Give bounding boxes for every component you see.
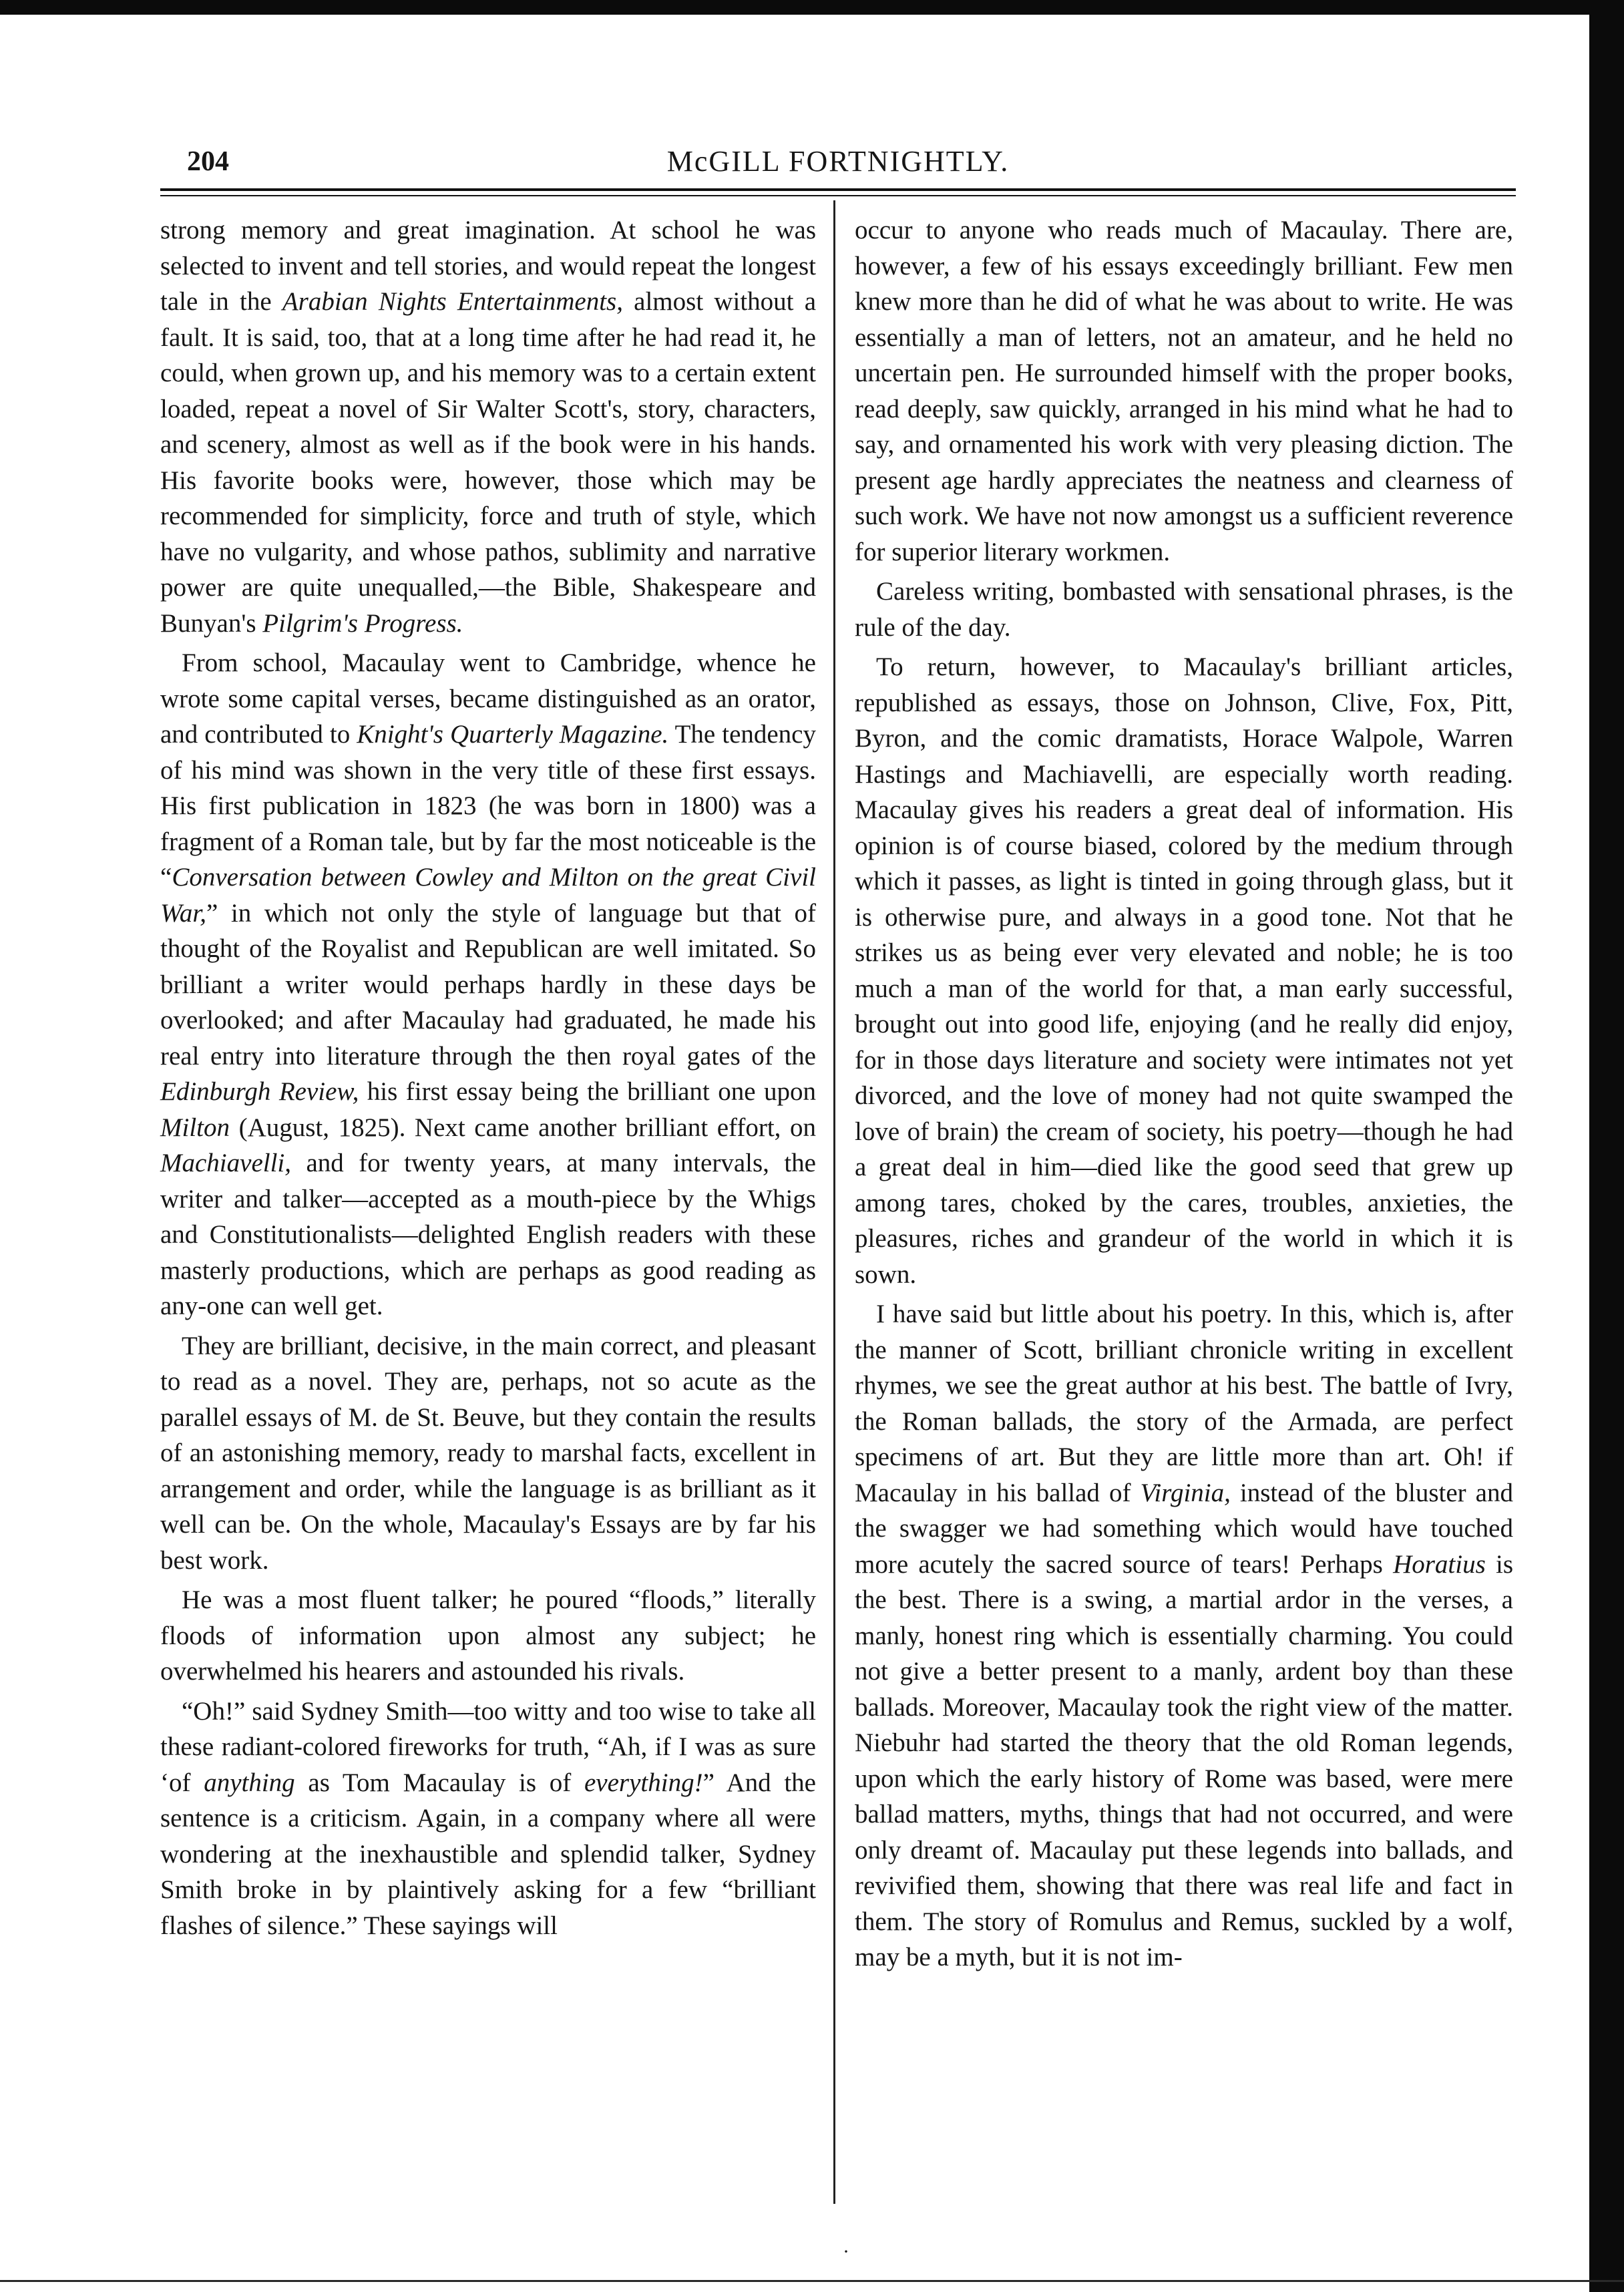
text-run: “Oh!” said Sydney Smith—too witty and too wise to take all these radiant-colored fireworks for truth, “Ah, if I was as sure ‘of: [160, 1696, 816, 1797]
text-run: is the best. There is a swing, a martial ardor in the verses, a manly, honest ring which is essentially charming. You could not give a better present to a manly, ardent boy than these ballads. Moreover, Macaulay took the right view of the matter. Niebuhr had started the theory that the old Roman legends, upon which the early history of Rome was based, were mere ballad matters, myths, things that had not occurred, and were only dreamt of. Macaulay put these legends into ballads, and revivified them, showing that there was real life and fact in them. The story of Romulus and Remus, suckled by a wolf, may be a myth, but it is not im-: [855, 1549, 1514, 1971]
text-run: and for twenty years, at many intervals, the writer and talker—accepted as a mouth-piece by the Whigs and Constitutionalists—delighted English readers with these masterly productions, which are perhaps as good reading as any-one can well get.: [160, 1149, 816, 1320]
italic-title: anything: [204, 1768, 295, 1797]
scan-right-border: [1589, 0, 1624, 2292]
text-run: instead of the bluster and the swagger we had something which would have touched more acutely the sacred source of tears! Perhaps: [855, 1478, 1513, 1579]
footer-mark: ·: [843, 2241, 849, 2263]
header-rule-thin: [160, 195, 1516, 196]
text-run: ” in which not only the style of language but that of thought of the Royalist and Republican are well imitated. So brilliant a writer would perhaps hardly in these days be overlooked; and after Macaulay had graduated, he made his real entry into literature through the then royal gates of the: [160, 898, 816, 1071]
italic-title: Machiavelli,: [160, 1149, 292, 1177]
scan-top-border: [0, 0, 1624, 15]
text-run: (August, 1825). Next came another brilliant effort, on: [230, 1113, 816, 1142]
header-rule-thick: [160, 188, 1516, 191]
column-divider: [833, 200, 835, 2204]
left-column: [160, 212, 816, 1947]
italic-title: Horatius: [1393, 1549, 1486, 1579]
journal-title: McGILL FORTNIGHTLY.: [666, 145, 1010, 178]
text-run: as Tom Macaulay is of: [294, 1768, 584, 1797]
text-run: They are brilliant, decisive, in the main correct, and pleasant to read as a novel. They are, perhaps, not so acute as the parallel essays of M. de St. Beuve, but they contain the results of an astonishing memory, ready to marshal facts, excellent in arrangement and order, while the language is as brilliant as it well can be. On the whole, Macaulay's Essays are by far his best work.: [160, 1331, 816, 1575]
right-column: [855, 212, 1513, 1979]
text-run: To return, however, to Macaulay's brilliant articles, republished as essays, those on Johnson, Clive, Fox, Pitt, Byron, and the comic dramatists, Horace Walpole, Warren Hastings and Machiavelli, are especially worth reading. Macaulay gives his readers a great deal of information. His opinion is of course biased, colored by the medium through which it passes, as light is tinted in going through glass, but it is otherwise pure, and always in a good tone. Not that he strikes us as being ever very elevated and noble; he is too much a man of the world for that, a man early successful, brought out into good life, enjoying (and he really did enjoy, for in those days literature and society were intimates not yet divorced, and the love of money had not quite swamped the love of brain) the cream of society, his poetry—though he had a great deal in him—died like the good seed that grew up among tares, choked by the cares, troubles, anxieties, the pleasures, riches and grandeur of the world in which it is sown.: [855, 652, 1513, 1289]
paragraph: [160, 212, 816, 641]
text-run: He was a most fluent talker; he poured “floods,” literally floods of information upon almost any subject; he overwhelmed his hearers and astounded his rivals.: [160, 1585, 816, 1686]
paragraph: [855, 574, 1513, 645]
page-number: 204: [187, 146, 229, 177]
scan-bottom-edge: [0, 2280, 1624, 2282]
text-run: almost without a fault. It is said, too, that at a long time after he had read it, he could, when grown up, and his memory was to a certain extent loaded, repeat a novel of Sir Walter Scott's, story, characters, and scenery, almost as well as if the book were in his hands. His favorite books were, however, those which may be recommended for simplicity, force and truth of style, which have no vulgarity, and whose pathos, sublimity and narrative power are quite unequalled,—the Bible, Shakespeare and Bunyan's: [160, 287, 816, 638]
text-run: Careless writing, bombasted with sensational phrases, is the rule of the day.: [855, 577, 1513, 642]
italic-title: Milton: [160, 1113, 230, 1142]
italic-title: Virginia,: [1140, 1478, 1231, 1507]
italic-title: Arabian Nights Entertainments,: [282, 287, 623, 316]
italic-title: everything!: [584, 1768, 703, 1797]
paragraph: [855, 212, 1513, 570]
text-run: ” And the sentence is a criticism. Again, in a company where all were wondering at the inexhaustible and splendid talker, Sydney Smith broke in by plaintively asking for a few “brilliant flashes of silence.” These sayings will: [160, 1768, 816, 1940]
text-run: strong memory and great imagination. At school he was selected to invent and tell stories, and would repeat the longest tale in the: [160, 216, 816, 316]
text-run: occur to anyone who reads much of Macaulay. There are, however, a few of his essays exceedingly brilliant. Few men knew more than he did of what he was about to write. He was essentially a man of letters, not an amateur, and he held no uncertain pen. He surrounded himself with the proper books, read deeply, saw quickly, arranged in his mind what he had to say, and ornamented his work with very pleasing diction. The present age hardly appreciates the neatness and clearness of such work. We have not now amongst us a sufficient reverence for superior literary workmen.: [855, 216, 1513, 566]
text-run: The tendency of his mind was shown in the very title of these first essays. His first publication in 1823 (he was born in 1800) was a fragment of a Roman tale, but by far the most noticeable is the “: [160, 720, 816, 892]
paragraph: [160, 1582, 816, 1690]
text-run: I have said but little about his poetry. In this, which is, after the manner of Scott, brilliant chronicle writing in excellent rhymes, we see the great author at his best. The battle of Ivry, the Roman ballads, the story of the Armada, are perfect specimens of art. But they are little more than art. Oh! if Macaulay in his ballad of: [855, 1300, 1513, 1507]
text-run: From school, Macaulay went to Cambridge, whence he wrote some capital verses, became distinguished as an orator, and contributed to: [160, 648, 816, 749]
text-run: his first essay being the brilliant one upon: [359, 1077, 816, 1106]
paragraph: [160, 1328, 816, 1579]
page-header: [160, 142, 1516, 184]
paragraph: [160, 645, 816, 1324]
paragraph: [855, 1296, 1513, 1975]
italic-title: Knight's Quarterly Magazine.: [357, 720, 669, 749]
italic-title: Pilgrim's Progress.: [262, 608, 463, 638]
italic-title: Edinburgh Review,: [160, 1077, 359, 1106]
italic-title: Conversation between Cowley and Milton on the great Civil War,: [160, 863, 816, 928]
paragraph: [855, 649, 1513, 1292]
paragraph: [160, 1694, 816, 1944]
